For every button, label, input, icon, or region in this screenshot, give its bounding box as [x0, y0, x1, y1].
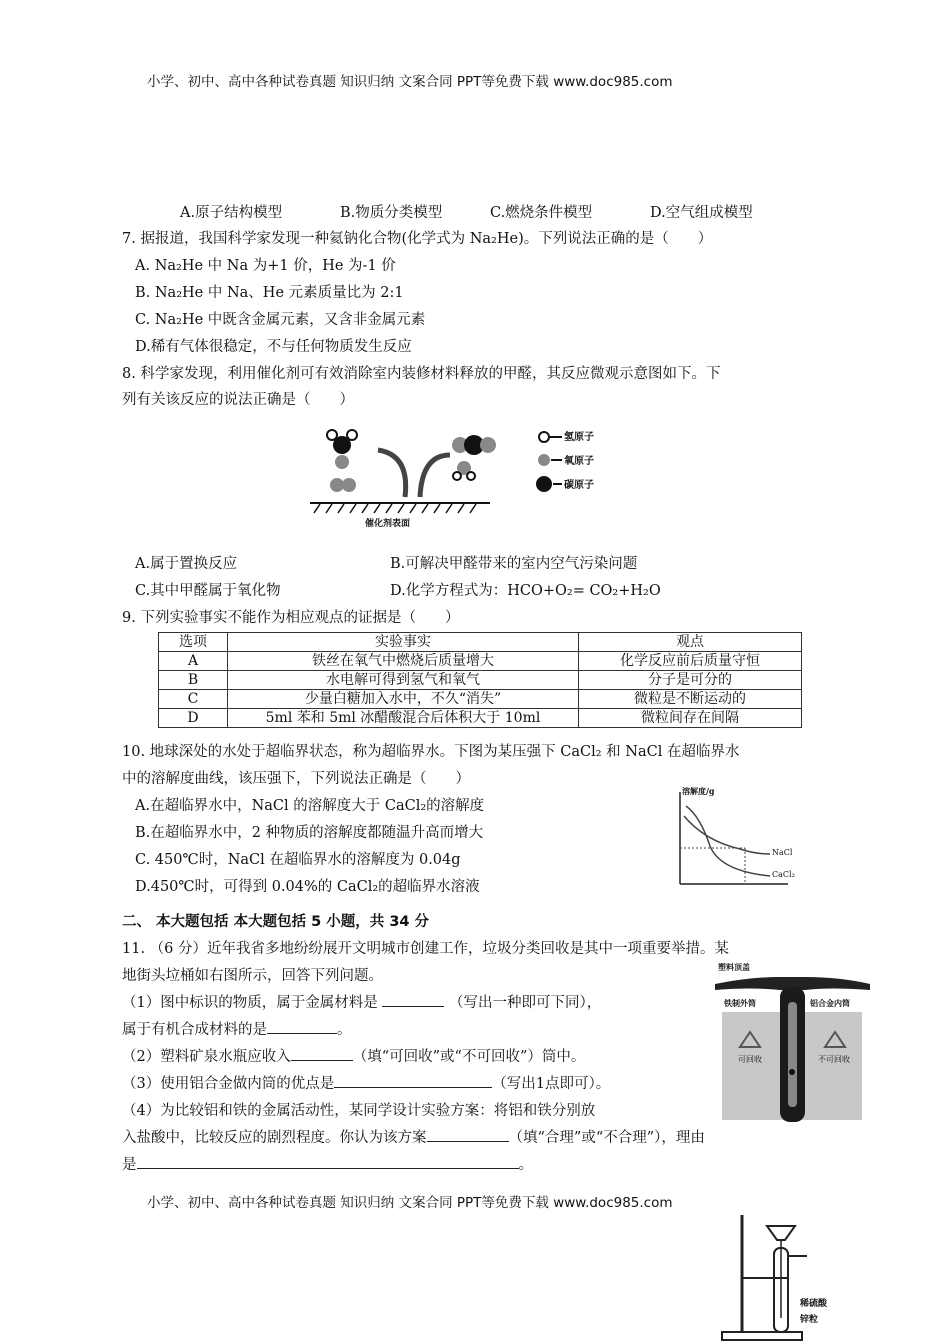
- q10-option-c: C. 450℃时，NaCl 在超临界水的溶解度为 0.04g: [135, 852, 461, 868]
- legend-carbon: 碳原子: [564, 480, 594, 491]
- q8-stem-line2: 列有关该反应的说法正确是（ ）: [122, 392, 354, 408]
- table-cell: 微粒是不断运动的: [579, 690, 802, 709]
- table-row: [159, 709, 802, 728]
- q8-option-d: D.化学方程式为：HCO+O₂= CO₂+H₂O: [390, 583, 661, 599]
- q11-p4c-text: （填“合理”或“不合理”），理由: [508, 1130, 705, 1146]
- table-cell: D: [159, 709, 228, 728]
- table-cell: 水电解可得到氢气和氧气: [228, 671, 579, 690]
- table-cell: 分子是可分的: [579, 671, 802, 690]
- q7-option-c: C. Na₂He 中既含金属元素，又含非金属元素: [135, 312, 426, 328]
- q8-option-b: B.可解决甲醛带来的室内空气污染问题: [390, 556, 638, 572]
- q10-stem-line2: 中的溶解度曲线，该压强下，下列说法正确是（ ）: [122, 771, 470, 787]
- apparatus-label-acid: 稀硫酸: [800, 1299, 828, 1309]
- page-footer: 小学、初中、高中各种试卷真题 知识归纳 文案合同 PPT等免费下载 www.doc985.com: [147, 1195, 673, 1211]
- q11-stem-line1: 11. （6 分）近年我省多地纷纷展开文明城市创建工作，垃圾分类回收是其中一项重要举措。某: [122, 941, 729, 957]
- chart-y-label: 溶解度/g: [682, 786, 715, 796]
- q7-option-b: B. Na₂He 中 Na、He 元素质量比为 2:1: [135, 285, 404, 301]
- q6-option-c: C.燃烧条件模型: [490, 205, 593, 221]
- bin-label-outer: 铁制外筒: [724, 998, 756, 1008]
- q11-p1d-text: 。: [337, 1022, 352, 1038]
- bin-label-nonrecyclable: 不可回收: [818, 1055, 850, 1064]
- q10-option-b: B.在超临界水中，2 种物质的溶解度都随温升高而增大: [135, 825, 484, 841]
- q6-option-b: B.物质分类模型: [340, 205, 443, 221]
- legend-oxygen: 氧原子: [564, 456, 594, 467]
- answer-blank[interactable]: [382, 992, 444, 1007]
- table-cell: 铁丝在氧气中燃烧后质量增大: [228, 652, 579, 671]
- q10-stem-line1: 10. 地球深处的水处于超临界状态，称为超临界水。下图为某压强下 CaCl₂ 和 NaCl 在超临界水: [122, 744, 740, 760]
- q11-part1: [122, 991, 601, 1012]
- catalyst-surface-label: 催化剂表面: [365, 519, 411, 529]
- table-cell: 少量白糖加入水中，不久“消失”: [228, 690, 579, 709]
- table-header-row: [159, 633, 802, 652]
- q8-option-a: A.属于置换反应: [135, 556, 238, 572]
- table-row: [159, 671, 802, 690]
- q11-p3-note: （写出1点即可）。: [492, 1076, 611, 1092]
- table-cell: B: [159, 671, 228, 690]
- bin-label-inner: 铝合金内筒: [810, 998, 850, 1008]
- answer-blank[interactable]: [291, 1046, 353, 1061]
- series-label-nacl: NaCl: [772, 848, 793, 857]
- section-2-heading: 二、 本大题包括 本大题包括 5 小题，共 34 分: [122, 914, 430, 930]
- q7-stem: 7. 据报道，我国科学家发现一种氦钠化合物(化学式为 Na₂He)。下列说法正确的是（ ）: [122, 231, 713, 247]
- answer-blank[interactable]: [334, 1073, 492, 1088]
- q11-p3-text: （3）使用铝合金做内筒的优点是: [122, 1076, 335, 1092]
- solubility-curves-graphic: [660, 786, 820, 896]
- table-header: 观点: [579, 633, 802, 652]
- q11-part3: [122, 1072, 610, 1093]
- bin-label-recyclable: 可回收: [738, 1055, 762, 1064]
- q6-option-d: D.空气组成模型: [650, 205, 753, 221]
- q11-p4e-text: 。: [518, 1157, 533, 1173]
- q11-p2-note: （填“可回收”或“不可回收”）筒中。: [352, 1049, 586, 1065]
- q11-part2: [122, 1045, 585, 1066]
- table-cell: C: [159, 690, 228, 709]
- q11-p1c-text: 属于有机合成材料的是: [122, 1022, 267, 1038]
- lab-apparatus-figure: [712, 1212, 862, 1344]
- q10-option-d: D.450℃时，可得到 0.04%的 CaCl₂的超临界水溶液: [135, 879, 480, 895]
- table-row: [159, 690, 802, 709]
- q7-option-d: D.稀有气体很稳定，不与任何物质发生反应: [135, 339, 412, 355]
- table-cell: A: [159, 652, 228, 671]
- trash-bin-figure: [710, 962, 875, 1122]
- q11-part4-line3: [122, 1153, 533, 1174]
- q7-option-a: A. Na₂He 中 Na 为+1 价，He 为-1 价: [135, 258, 396, 274]
- bin-label-lid: 塑料顶盖: [718, 962, 750, 972]
- table-cell: 5ml 苯和 5ml 冰醋酸混合后体积大于 10ml: [228, 709, 579, 728]
- table-cell: 微粒间存在间隔: [579, 709, 802, 728]
- q11-p1-note: （写出一种即可下同），: [448, 995, 602, 1011]
- q10-option-a: A.在超临界水中，NaCl 的溶解度大于 CaCl₂的溶解度: [135, 798, 485, 814]
- q8-stem-line1: 8. 科学家发现，利用催化剂可有效消除室内装修材料释放的甲醛，其反应微观示意图如下。下: [122, 366, 721, 382]
- q9-table: [158, 632, 802, 728]
- q11-stem-line2: 地街头垃桶如右图所示，回答下列问题。: [122, 968, 383, 984]
- q11-part4-line1: （4）为比较铝和铁的金属活动性，某同学设计实验方案：将铝和铁分别放: [122, 1103, 596, 1119]
- q11-part4-line2: [122, 1126, 705, 1147]
- trash-bin-graphic: [710, 962, 875, 1122]
- q11-p4d-text: 是: [122, 1157, 137, 1173]
- solubility-chart: [660, 786, 820, 896]
- page-header: 小学、初中、高中各种试卷真题 知识归纳 文案合同 PPT等免费下载 www.doc985.com: [147, 74, 673, 90]
- q11-part1b: [122, 1018, 352, 1039]
- answer-blank[interactable]: [137, 1154, 519, 1169]
- q9-stem: 9. 下列实验事实不能作为相应观点的证据是（ ）: [122, 610, 460, 626]
- q11-p1-text: （1）图中标识的物质，属于金属材料是: [122, 995, 378, 1011]
- table-row: [159, 652, 802, 671]
- reaction-micro-diagram: [310, 425, 610, 530]
- answer-blank[interactable]: [427, 1127, 509, 1142]
- apparatus-graphic: [712, 1212, 862, 1344]
- series-label-cacl2: CaCl₂: [772, 870, 795, 879]
- legend-hydrogen: 氢原子: [564, 432, 594, 443]
- q11-p4b-text: 入盐酸中，比较反应的剧烈程度。你认为该方案: [122, 1130, 427, 1146]
- table-cell: 化学反应前后质量守恒: [579, 652, 802, 671]
- apparatus-label-zinc: 锌粒: [800, 1315, 819, 1325]
- table-header: 实验事实: [228, 633, 579, 652]
- answer-blank[interactable]: [267, 1019, 337, 1034]
- q8-option-c: C.其中甲醛属于氧化物: [135, 583, 281, 599]
- q6-option-a: A.原子结构模型: [180, 205, 283, 221]
- q11-p2-text: （2）塑料矿泉水瓶应收入: [122, 1049, 291, 1065]
- table-header: 选项: [159, 633, 228, 652]
